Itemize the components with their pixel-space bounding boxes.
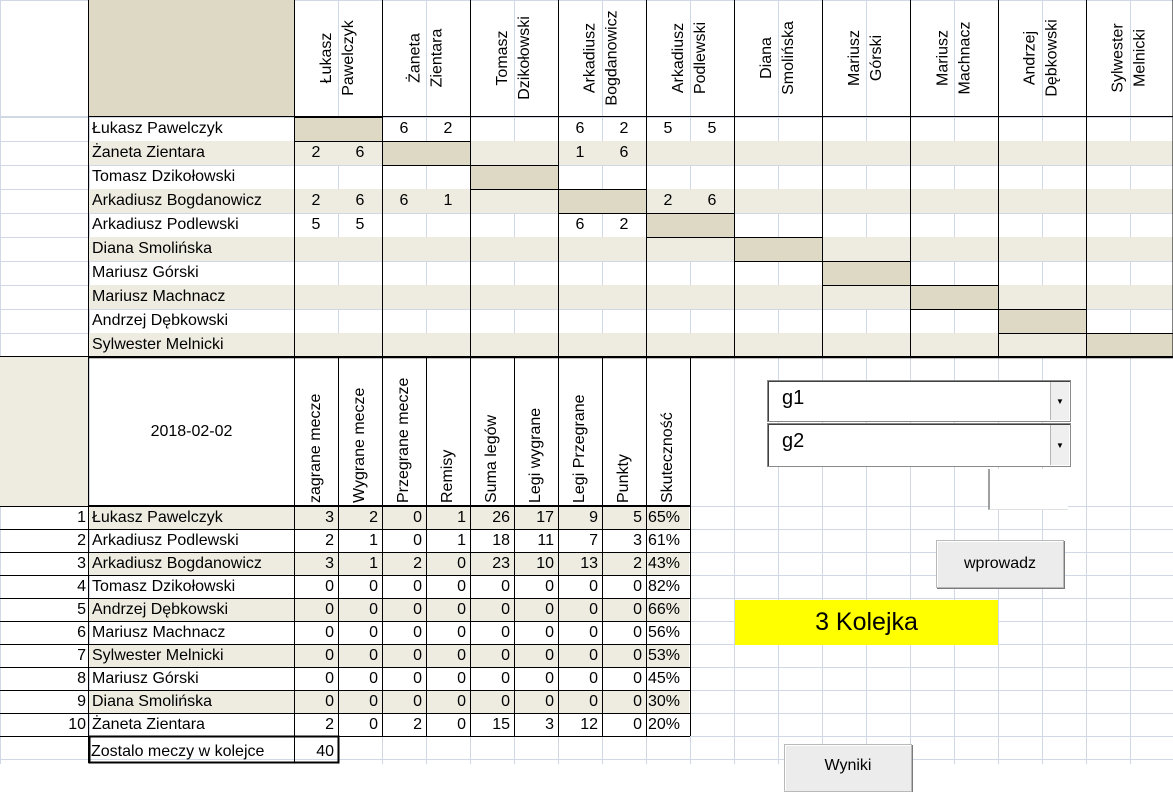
ranking-player-name: Mariusz Machnacz [92,621,292,644]
matrix-column-header: Tomasz Dzikołowski [470,0,558,116]
matrix-column-header: Arkadiusz Bogdanowicz [558,0,646,116]
rank-number: 1 [0,506,86,529]
results-button[interactable]: Wyniki [784,744,912,792]
match-score-cell[interactable]: 6 [382,117,426,141]
matrix-column-header: Andrzej Dębkowski [998,0,1086,116]
ranking-stat-cell: 23 [470,552,514,575]
match-score-cell[interactable]: 2 [602,117,646,141]
ranking-stat-cell: 0 [558,690,602,713]
rank-number: 2 [0,529,86,552]
ranking-player-name: Andrzej Dębkowski [92,598,292,621]
date-label: 2018-02-02 [89,357,294,506]
chevron-down-icon[interactable]: ▼ [1050,382,1069,420]
rank-number: 10 [0,713,86,736]
match-score-cell[interactable]: 6 [558,117,602,141]
ranking-stat-cell: 0 [426,713,470,736]
ranking-stat-cell: 1 [338,529,382,552]
ranking-stat-cell: 0 [602,621,646,644]
ranking-stat-cell: 0 [294,598,338,621]
ranking-stat-cell: 0 [294,667,338,690]
ranking-stat-cell: 11 [514,529,558,552]
rank-number: 7 [0,644,86,667]
matrix-column-header: Arkadiusz Podlewski [646,0,734,116]
ranking-stat-cell: 7 [558,529,602,552]
submit-button[interactable]: wprowadz [936,540,1064,588]
ranking-stat-cell: 0 [514,621,558,644]
ranking-stat-cell: 0 [558,598,602,621]
ranking-stat-cell: 0 [470,667,514,690]
player2-select[interactable] [767,423,1071,467]
ranking-stat-cell: 0 [470,575,514,598]
ranking-stat-cell: 0 [602,575,646,598]
match-score-cell[interactable]: 6 [602,141,646,165]
match-score-cell[interactable]: 2 [426,117,470,141]
ranking-stat-cell: 0 [382,690,426,713]
matrix-column-header: Sylwester Melnicki [1086,0,1173,116]
ranking-stat-cell: 0 [514,667,558,690]
match-score-cell[interactable]: 6 [558,213,602,237]
matrix-row-name: Żaneta Zientara [92,141,292,165]
ranking-stat-cell: 17 [514,506,558,529]
matrix-row-name: Tomasz Dzikołowski [92,165,292,189]
ranking-stat-cell: 0 [426,575,470,598]
ranking-stat-cell: 20% [646,713,690,736]
ranking-stat-cell: 0 [602,644,646,667]
ranking-stat-cell: 3 [294,552,338,575]
ranking-stat-cell: 3 [602,529,646,552]
ranking-stat-cell: 0 [426,644,470,667]
match-score-cell[interactable]: 5 [338,213,382,237]
ranking-stat-cell: 0 [426,598,470,621]
ranking-stat-cell: 0 [470,690,514,713]
ranking-stat-cell: 18 [470,529,514,552]
ranking-stat-cell: 0 [514,690,558,713]
matrix-column-header: Diana Smolińska [734,0,822,116]
ranking-stat-cell: 65% [646,506,690,529]
ranking-stat-cell: 0 [602,690,646,713]
ranking-stat-cell: 0 [338,621,382,644]
ranking-stat-cell: 2 [338,506,382,529]
ranking-stat-cell: 0 [602,598,646,621]
ranking-stat-cell: 0 [382,598,426,621]
match-score-cell[interactable]: 2 [294,141,338,165]
matrix-row-name: Diana Smolińska [92,237,292,261]
match-score-cell[interactable]: 5 [294,213,338,237]
ranking-stat-cell: 0 [470,621,514,644]
ranking-stat-cell: 82% [646,575,690,598]
matrix-column-header: Mariusz Górski [822,0,910,116]
ranking-stat-cell: 0 [382,529,426,552]
ranking-stat-cell: 26 [470,506,514,529]
stats-column-header: Wygrane mecze [338,360,382,505]
match-score-cell[interactable]: 2 [646,189,690,213]
stats-column-header: Skuteczność [646,360,690,505]
ranking-player-name: Arkadiusz Podlewski [92,529,292,552]
ranking-player-name: Sylwester Melnicki [92,644,292,667]
ranking-player-name: Łukasz Pawelczyk [92,506,292,529]
ranking-stat-cell: 13 [558,552,602,575]
ranking-stat-cell: 0 [294,575,338,598]
ranking-stat-cell: 0 [558,644,602,667]
player2-select-value: g2 [782,430,804,453]
ranking-stat-cell: 0 [514,575,558,598]
ranking-stat-cell: 0 [382,575,426,598]
remaining-value: 40 [295,740,337,763]
player1-select[interactable] [767,380,1071,422]
ranking-stat-cell: 0 [558,621,602,644]
ranking-stat-cell: 2 [602,552,646,575]
ranking-player-name: Arkadiusz Bogdanowicz [92,552,292,575]
match-score-cell[interactable]: 1 [426,189,470,213]
stats-column-header: Remisy [426,360,470,505]
ranking-stat-cell: 0 [602,713,646,736]
ranking-stat-cell: 0 [382,621,426,644]
player1-select-value: g1 [782,387,804,410]
ranking-stat-cell: 45% [646,667,690,690]
match-score-cell[interactable]: 6 [382,189,426,213]
ranking-stat-cell: 0 [602,667,646,690]
rank-number: 3 [0,552,86,575]
ranking-stat-cell: 0 [514,644,558,667]
rank-number: 8 [0,667,86,690]
ranking-stat-cell: 0 [382,644,426,667]
ranking-player-name: Diana Smolińska [92,690,292,713]
ranking-stat-cell: 0 [558,575,602,598]
match-score-cell[interactable]: 6 [338,189,382,213]
matrix-column-header: Łukasz Pawelczyk [294,0,382,116]
ranking-stat-cell: 30% [646,690,690,713]
ranking-stat-cell: 0 [470,644,514,667]
ranking-stat-cell: 56% [646,621,690,644]
matrix-column-header: Żaneta Zientara [382,0,470,116]
match-score-cell[interactable]: 1 [558,141,602,165]
ranking-stat-cell: 12 [558,713,602,736]
ranking-stat-cell: 0 [294,621,338,644]
matrix-row-name: Mariusz Górski [92,261,292,285]
round-indicator: 3 Kolejka [735,600,998,645]
matrix-row-name: Sylwester Melnicki [92,333,292,357]
ranking-stat-cell: 43% [646,552,690,575]
match-score-cell[interactable]: 6 [690,189,734,213]
ranking-stat-cell: 0 [338,667,382,690]
matrix-row-name: Łukasz Pawelczyk [92,117,292,141]
stats-column-header: zagrane mecze [294,360,338,505]
matrix-row-name: Arkadiusz Podlewski [92,213,292,237]
rank-number: 9 [0,690,86,713]
chevron-down-icon[interactable]: ▼ [1050,425,1069,465]
match-score-cell[interactable]: 2 [602,213,646,237]
score-input[interactable] [988,469,1068,510]
stats-column-header: Punkty [602,360,646,505]
stats-corner-left [0,357,88,506]
ranking-stat-cell: 3 [514,713,558,736]
rank-number: 6 [0,621,86,644]
ranking-stat-cell: 0 [426,621,470,644]
ranking-stat-cell: 0 [558,667,602,690]
match-score-cell[interactable]: 5 [646,117,690,141]
rank-number: 5 [0,598,86,621]
ranking-stat-cell: 1 [426,529,470,552]
ranking-stat-cell: 61% [646,529,690,552]
ranking-stat-cell: 53% [646,644,690,667]
remaining-label: Zostalo meczy w kolejce [91,740,291,763]
matrix-row-name: Mariusz Machnacz [92,285,292,309]
ranking-stat-cell: 0 [514,598,558,621]
stats-column-header: Legi wygrane [514,360,558,505]
stats-column-header: Przegrane mecze [382,360,426,505]
ranking-stat-cell: 0 [338,598,382,621]
matrix-row-name: Andrzej Dębkowski [92,309,292,333]
ranking-stat-cell: 1 [426,506,470,529]
ranking-stat-cell: 1 [338,552,382,575]
ranking-stat-cell: 9 [558,506,602,529]
ranking-stat-cell: 0 [426,552,470,575]
ranking-stat-cell: 0 [470,598,514,621]
match-score-cell[interactable]: 6 [338,141,382,165]
ranking-player-name: Żaneta Zientara [92,713,292,736]
ranking-stat-cell: 0 [338,575,382,598]
match-score-cell[interactable]: 2 [294,189,338,213]
ranking-player-name: Mariusz Górski [92,667,292,690]
stats-column-header: Legi Przegrane [558,360,602,505]
ranking-stat-cell: 0 [426,690,470,713]
ranking-stat-cell: 15 [470,713,514,736]
matrix-row-name: Arkadiusz Bogdanowicz [92,189,292,213]
ranking-stat-cell: 66% [646,598,690,621]
ranking-stat-cell: 3 [294,506,338,529]
ranking-stat-cell: 2 [382,713,426,736]
ranking-stat-cell: 0 [294,690,338,713]
ranking-stat-cell: 5 [602,506,646,529]
ranking-stat-cell: 0 [294,644,338,667]
ranking-stat-cell: 2 [294,713,338,736]
match-score-cell[interactable]: 5 [690,117,734,141]
rank-number: 4 [0,575,86,598]
ranking-stat-cell: 0 [338,713,382,736]
ranking-player-name: Tomasz Dzikołowski [92,575,292,598]
ranking-stat-cell: 0 [338,644,382,667]
ranking-stat-cell: 0 [382,506,426,529]
ranking-stat-cell: 2 [294,529,338,552]
matrix-column-header: Mariusz Machnacz [910,0,998,116]
matrix-corner [89,0,294,116]
stats-column-header: Suma legów [470,360,514,505]
ranking-stat-cell: 2 [382,552,426,575]
ranking-stat-cell: 0 [382,667,426,690]
ranking-stat-cell: 0 [426,667,470,690]
ranking-stat-cell: 0 [338,690,382,713]
ranking-stat-cell: 10 [514,552,558,575]
